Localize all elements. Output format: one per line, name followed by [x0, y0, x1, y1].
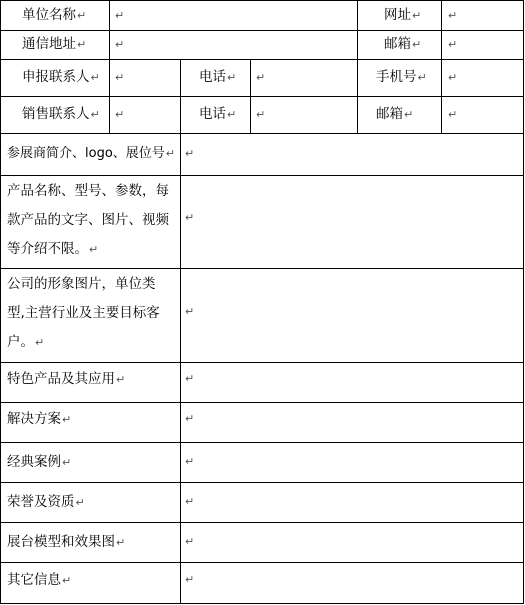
paragraph-mark-icon: ↵ [185, 573, 195, 586]
phone2-label: 电话↵ [199, 106, 237, 122]
email-label: 邮箱↵ [384, 36, 422, 52]
paragraph-mark-icon: ↵ [412, 9, 422, 22]
products-label: 产品名称、型号、参数，每 款产品的文字、图片、视频 等介绍不限。↵ [7, 183, 169, 257]
paragraph-mark-icon: ↵ [62, 574, 72, 587]
exhibitor-intro-field[interactable] [185, 147, 194, 161]
featured-products-label: 特色产品及其应用↵ [7, 371, 126, 387]
paragraph-mark-icon: ↵ [62, 456, 72, 469]
paragraph-mark-icon: ↵ [77, 9, 87, 22]
paragraph-mark-icon: ↵ [90, 71, 100, 84]
paragraph-mark-icon: ↵ [185, 412, 195, 425]
cases-label: 经典案例↵ [7, 454, 72, 470]
unit-name-label: 单位名称↵ [22, 7, 87, 23]
paragraph-mark-icon: ↵ [165, 147, 175, 160]
paragraph-mark-icon: ↵ [115, 9, 125, 22]
products-field[interactable] [185, 211, 194, 225]
booth-model-field[interactable] [185, 535, 194, 549]
paragraph-mark-icon: ↵ [185, 211, 195, 224]
email2-label: 邮箱↵ [376, 106, 414, 122]
report-contact-label: 申报联系人↵ [22, 69, 100, 85]
address-field[interactable] [114, 29, 124, 60]
company-profile-field[interactable] [185, 305, 194, 319]
honors-label: 荣誉及资质↵ [7, 494, 85, 510]
paragraph-mark-icon: ↵ [185, 372, 195, 385]
paragraph-mark-icon: ↵ [185, 535, 195, 548]
mobile-field[interactable] [447, 62, 457, 93]
website-field[interactable] [447, 0, 457, 31]
company-profile-label: 公司的形象图片，单位类 型,主营行业及主要目标客 户。↵ [7, 276, 160, 350]
exhibitor-intro-label: 参展商简介、logo、展位号↵ [7, 146, 175, 161]
email-field[interactable] [447, 29, 457, 60]
solutions-field[interactable] [185, 412, 194, 426]
website-label: 网址↵ [384, 7, 422, 23]
phone2-field[interactable] [255, 99, 265, 130]
other-info-label: 其它信息↵ [7, 572, 72, 588]
paragraph-mark-icon: ↵ [90, 108, 100, 121]
address-label: 通信地址↵ [22, 36, 87, 52]
paragraph-mark-icon: ↵ [115, 108, 125, 121]
paragraph-mark-icon: ↵ [448, 108, 458, 121]
phone-field[interactable] [255, 62, 265, 93]
paragraph-mark-icon: ↵ [448, 38, 458, 51]
paragraph-mark-icon: ↵ [116, 536, 126, 549]
paragraph-mark-icon: ↵ [404, 108, 414, 121]
mobile-label: 手机号↵ [376, 69, 427, 85]
paragraph-mark-icon: ↵ [417, 71, 427, 84]
email2-field[interactable] [447, 99, 457, 130]
paragraph-mark-icon: ↵ [77, 38, 87, 51]
paragraph-mark-icon: ↵ [227, 108, 237, 121]
paragraph-mark-icon: ↵ [227, 71, 237, 84]
paragraph-mark-icon: ↵ [116, 373, 126, 386]
honors-field[interactable] [185, 495, 194, 509]
paragraph-mark-icon: ↵ [115, 38, 125, 51]
paragraph-mark-icon: ↵ [185, 305, 195, 318]
paragraph-mark-icon: ↵ [185, 495, 195, 508]
paragraph-mark-icon: ↵ [448, 71, 458, 84]
sales-contact-field[interactable] [114, 99, 124, 130]
paragraph-mark-icon: ↵ [256, 71, 266, 84]
unit-name-field[interactable] [114, 0, 124, 31]
featured-products-field[interactable] [185, 372, 194, 386]
sales-contact-label: 销售联系人↵ [22, 106, 100, 122]
paragraph-mark-icon: ↵ [35, 336, 45, 349]
paragraph-mark-icon: ↵ [89, 243, 99, 256]
phone-label: 电话↵ [199, 69, 237, 85]
paragraph-mark-icon: ↵ [185, 455, 195, 468]
paragraph-mark-icon: ↵ [448, 9, 458, 22]
report-contact-field[interactable] [114, 62, 124, 93]
booth-model-label: 展台模型和效果图↵ [7, 534, 126, 550]
paragraph-mark-icon: ↵ [62, 413, 72, 426]
paragraph-mark-icon: ↵ [75, 496, 85, 509]
solutions-label: 解决方案↵ [7, 411, 72, 427]
cases-field[interactable] [185, 455, 194, 469]
other-info-field[interactable] [185, 573, 194, 587]
paragraph-mark-icon: ↵ [185, 147, 195, 160]
paragraph-mark-icon: ↵ [412, 38, 422, 51]
paragraph-mark-icon: ↵ [256, 108, 266, 121]
paragraph-mark-icon: ↵ [115, 71, 125, 84]
